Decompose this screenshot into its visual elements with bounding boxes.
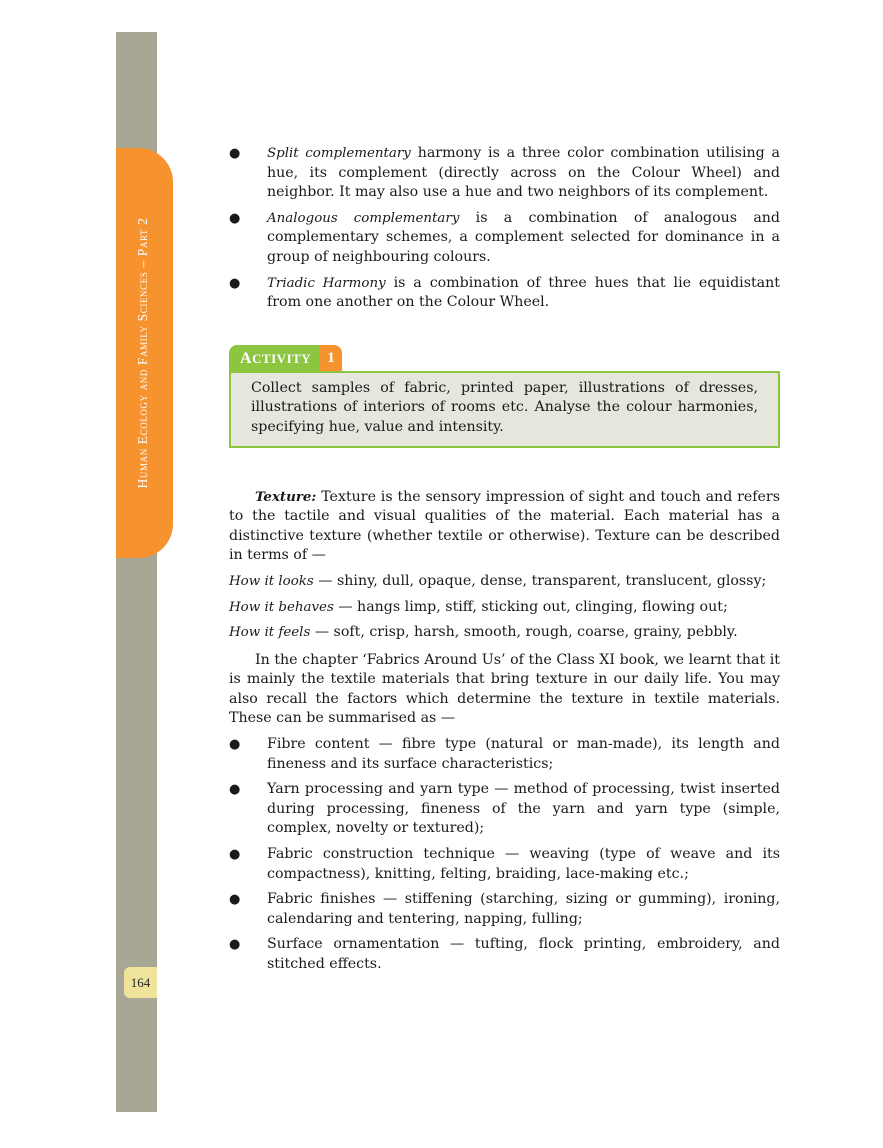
activity-number: 1	[320, 345, 342, 371]
list-item: ● Surface ornamentation — tufting, flock printing, embroidery, and stitched effects.	[229, 936, 780, 972]
book-title: Human Ecology and Family Sciences – Part 2	[135, 217, 150, 489]
bullet-icon: ●	[229, 892, 241, 908]
texture-paragraph: Texture: Texture is the sensory impression of sight and touch and refers to the tactile and visual qualities of the material. Each material has a distinctive texture (whether textile or otherwise). Texture can be described in terms of —	[229, 488, 780, 564]
activity-label: ACTIVITY	[229, 345, 320, 371]
term: Split complementary	[267, 146, 411, 161]
item-text: harmony is a three color combination utilising a hue, its complement (directly across on the Colour Wheel) and neighbor. It may also use a hue and two neighbors of its complement.	[267, 145, 780, 201]
page-number: 164	[124, 967, 157, 998]
bullet-icon: ●	[229, 210, 241, 226]
bullet-icon: ●	[229, 146, 241, 161]
activity-header	[229, 345, 780, 371]
texture-line: How it behaves — hangs limp, stiff, sticking out, clinging, flowing out;	[229, 598, 728, 615]
item-text: is a combination of analogous and complementary schemes, a complement selected for dominance in a group of neighbouring colours.	[267, 209, 780, 265]
list-item: ● Fibre content — fibre type (natural or man-made), its length and fineness and its surface characteristics;	[229, 736, 780, 772]
activity-box	[229, 345, 780, 448]
bullet-icon: ●	[229, 782, 241, 798]
texture-line: How it feels — soft, crisp, harsh, smooth, rough, coarse, grainy, pebbly.	[229, 624, 738, 641]
list-item: ● Fabric finishes — stiffening (starching, sizing or gumming), ironing, calendaring and tentering, napping, fulling;	[229, 891, 780, 927]
activity-text: Collect samples of fabric, printed paper, illustrations of dresses, illustrations of interiors of rooms etc. Analyse the colour harmonies, specifying hue, value and intensity.	[229, 371, 780, 448]
bullet-icon: ●	[229, 737, 241, 753]
chapter-paragraph: In the chapter ‘Fabrics Around Us’ of the Class XI book, we learnt that it is mainly the textile materials that bring texture in our daily life. You may also recall the factors which determine the texture in textile materials. These can be summarised as —	[229, 651, 780, 727]
bullet-icon: ●	[229, 937, 241, 953]
list-item	[229, 144, 780, 203]
page-content	[229, 144, 780, 981]
list-item	[229, 209, 780, 268]
item-text: is a combination of three hues that lie equidistant from one another on the Colour Wheel.	[267, 274, 780, 311]
bullet-icon: ●	[229, 275, 241, 291]
list-item	[229, 274, 780, 313]
term: Triadic Harmony	[267, 275, 386, 291]
texture-line: How it looks — shiny, dull, opaque, dense, transparent, translucent, glossy;	[229, 572, 767, 589]
bullet-icon: ●	[229, 847, 241, 863]
list-item: ● Fabric construction technique — weaving (type of weave and its compactness), knitting, felting, braiding, lace-making etc.;	[229, 846, 780, 882]
texture-heading: Texture:	[255, 488, 317, 505]
list-item: ● Yarn processing and yarn type — method of processing, twist inserted during processing, fineness of the yarn and yarn type (simple, complex, novelty or textured);	[229, 781, 780, 837]
term: Analogous complementary	[267, 210, 460, 226]
